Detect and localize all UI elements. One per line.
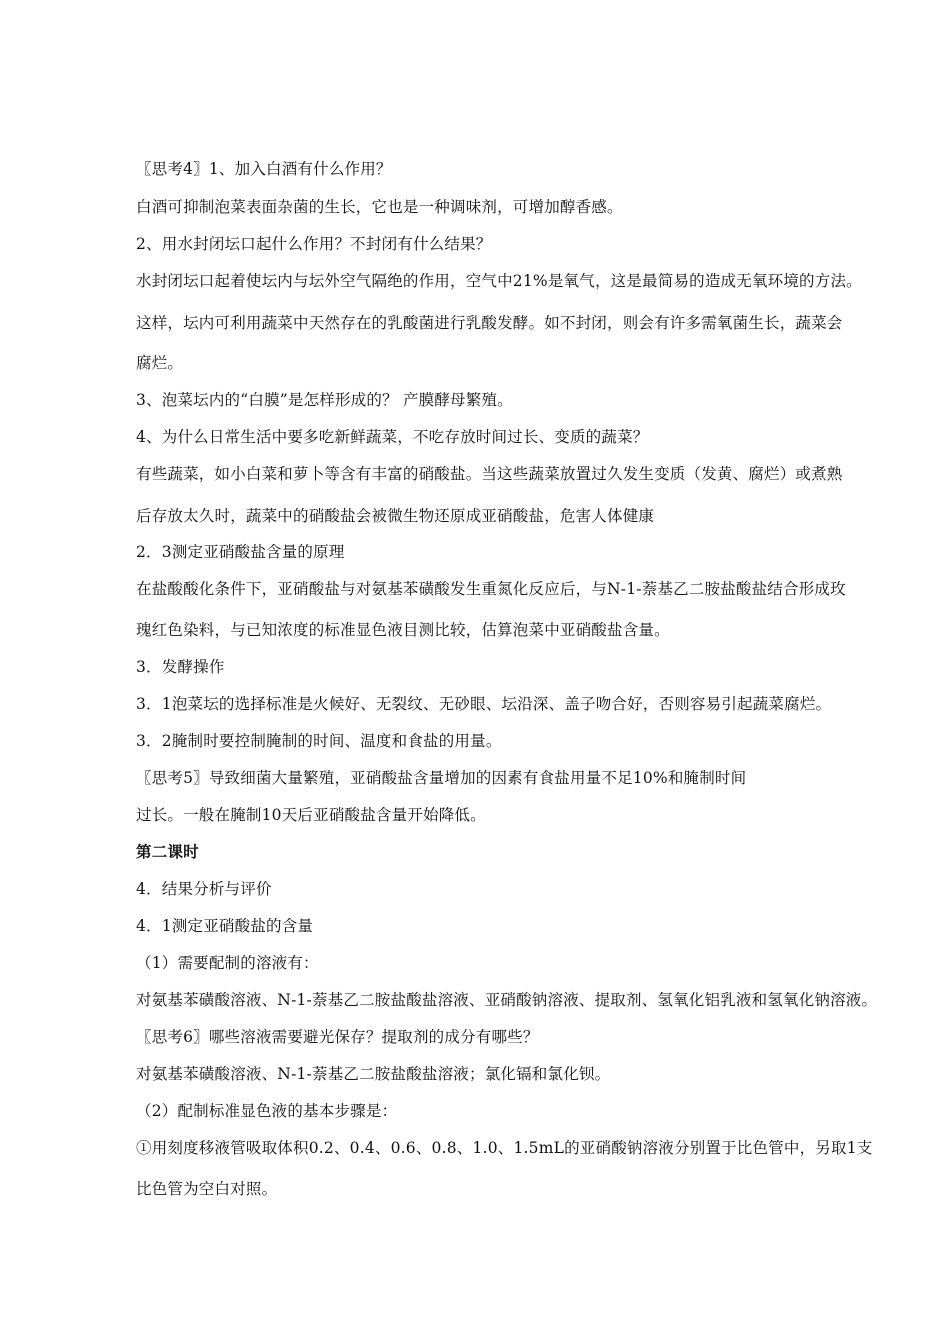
- lesson-2-heading: 第二课时: [136, 842, 199, 861]
- think-5-line-2: 过长。一般在腌制10天后亚硝酸盐含量开始降低。: [136, 806, 486, 824]
- section-3-2: 3．2腌制时要控制腌制的时间、温度和食盐的用量。: [136, 732, 502, 750]
- think-4-answer-2-line-3: 腐烂。: [136, 354, 184, 372]
- think-4-question-2: 2、用水封闭坛口起什么作用？不封闭有什么结果？: [136, 235, 492, 253]
- step-1-line-1: ①用刻度移液管吸取体积0.2、0.4、0.6、0.8、1.0、1.5mL的亚硝酸钠溶液分别置于比色管中，另取1支: [136, 1139, 873, 1157]
- think-4-answer-2-line-2: 这样，坛内可利用蔬菜中天然存在的乳酸菌进行乳酸发酵。如不封闭，则会有许多需氧菌生长，蔬菜会: [136, 314, 843, 332]
- think-4-answer-2-line-1: 水封闭坛口起着使坛内与坛外空气隔绝的作用，空气中21%是氧气，这是最简易的造成无氧环境的方法。: [136, 272, 862, 290]
- think-6-answer: 对氨基苯磺酸溶液、N-1-萘基乙二胺盐酸盐溶液；氯化镉和氯化钡。: [136, 1065, 611, 1083]
- section-3-1: 3．1泡菜坛的选择标准是火候好、无裂纹、无砂眼、坛沿深、盖子吻合好，否则容易引起蔬菜腐烂。: [136, 695, 832, 713]
- item-1-heading: （1）需要配制的溶液有：: [136, 954, 319, 972]
- section-2-3-heading: 2．3测定亚硝酸盐含量的原理: [136, 543, 345, 561]
- think-4-answer-1: 白酒可抑制泡菜表面杂菌的生长，它也是一种调味剂，可增加醇香感。: [136, 198, 623, 216]
- step-1-line-2: 比色管为空白对照。: [136, 1180, 278, 1198]
- think-5-line-1: 〖思考5〗导致细菌大量繁殖，亚硝酸盐含量增加的因素有食盐用量不足10%和腌制时间: [136, 769, 747, 787]
- section-2-3-line-1: 在盐酸酸化条件下，亚硝酸盐与对氨基苯磺酸发生重氮化反应后，与N-1-萘基乙二胺盐酸盐结合形成玫: [136, 580, 846, 598]
- section-2-3-line-2: 瑰红色染料，与已知浓度的标准显色液目测比较，估算泡菜中亚硝酸盐含量。: [136, 621, 670, 639]
- section-4-1-heading: 4．1测定亚硝酸盐的含量: [136, 917, 314, 935]
- think-6-question: 〖思考6〗哪些溶液需要避光保存？提取剂的成分有哪些？: [136, 1028, 539, 1046]
- think-4-question-3: 3、泡菜坛内的“白膜”是怎样形成的？ 产膜酵母繁殖。: [136, 391, 513, 409]
- section-3-heading: 3．发酵操作: [136, 658, 225, 676]
- item-1-content: 对氨基苯磺酸溶液、N-1-萘基乙二胺盐酸盐溶液、亚硝酸钠溶液、提取剂、氢氧化铝乳液和氢氧化钠溶液。: [136, 991, 878, 1009]
- item-2-heading: （2）配制标准显色液的基本步骤是：: [136, 1102, 398, 1120]
- section-4-heading: 4．结果分析与评价: [136, 880, 272, 898]
- think-4-answer-4-line-2: 后存放太久时，蔬菜中的硝酸盐会被微生物还原成亚硝酸盐，危害人体健康: [136, 507, 655, 525]
- think-4-question-1: 〖思考4〗1、加入白酒有什么作用？: [136, 160, 392, 178]
- think-4-question-4: 4、为什么日常生活中要多吃新鲜蔬菜，不吃存放时间过长、变质的蔬菜？: [136, 428, 649, 446]
- think-4-answer-4-line-1: 有些蔬菜，如小白菜和萝卜等含有丰富的硝酸盐。当这些蔬菜放置过久发生变质（发黄、腐烂）或煮熟: [136, 465, 843, 483]
